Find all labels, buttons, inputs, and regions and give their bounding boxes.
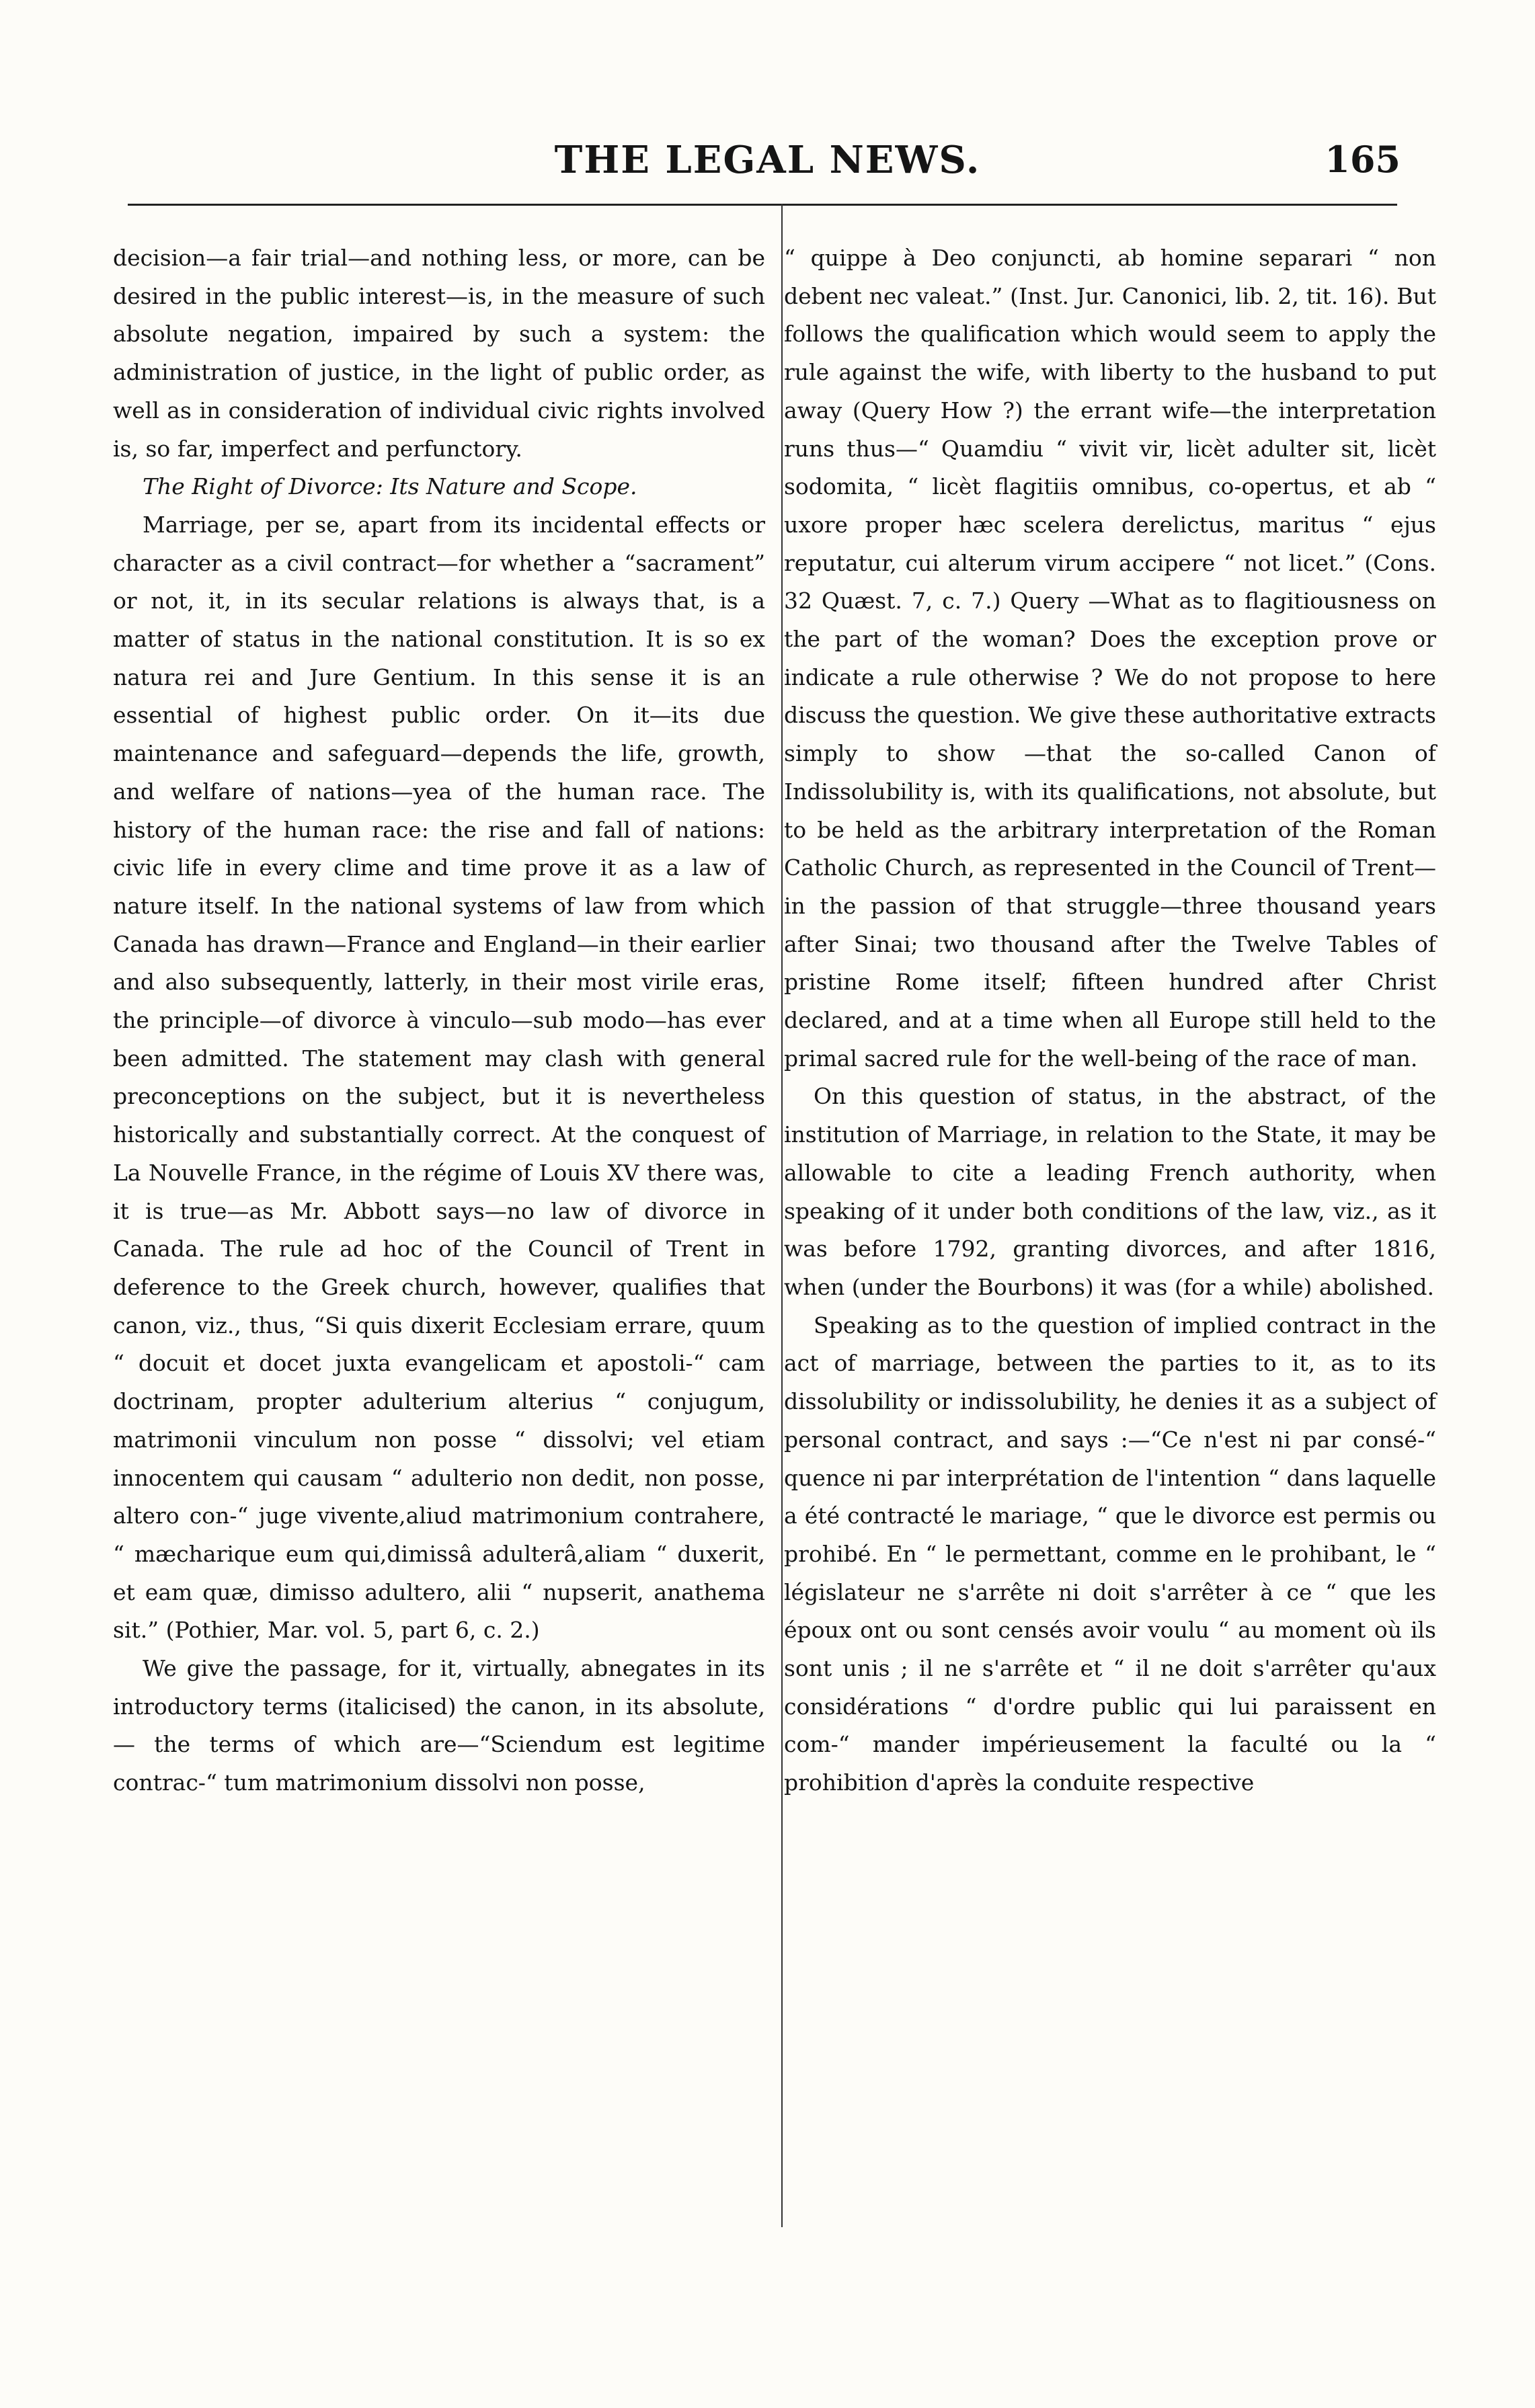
right-paragraph-3: Speaking as to the question of implied contract in the act of marriage, between the parties to it, as to its dissolubility or indissolubility, he denies it as a subject of personal contract, and says :—“Ce n'est ni par consé-“ quence ni par interprétation de l'intention “ dans laquelle a été contracté le mariage, “ que le divorce est permis ou prohibé. En “ le permettant, comme en le prohibant, le “ législateur ne s'arrête ni doit s'arrêter à ce “ que les époux ont ou sont censés avoir voulu “ au moment où ils sont unis ; il ne s'arrête et “ il ne doit s'arrêter qu'aux considérations “ d'ordre public qui lui paraissent en com-“ mander impérieusement la faculté ou la “ prohibition d'après la conduite respective [784,1312,1436,1796]
header-rule [128,204,1397,206]
right-column [784,239,1436,1802]
page-number: 165 [1325,138,1401,181]
column-divider [781,204,783,2227]
right-paragraph-2: On this question of status, in the abstract, of the institution of Marriage, in relation to the State, it may be allowable to cite a leading French authority, when speaking of it under both conditions of the law, viz., as it was before 1792, granting divorces, and after 1816, when (under the Bourbons) it was (for a while) abolished. [784,1083,1436,1300]
left-paragraph-3: We give the passage, for it, virtually, abnegates in its introductory terms (italicised) the canon, in its absolute,— the terms of which are—“Sciendum est legitime contrac-“ tum matrimonium dissolvi non posse, [113,1655,765,1796]
running-head: THE LEGAL NEWS. [554,138,981,182]
section-heading: The Right of Divorce: Its Nature and Scope. [143,473,637,500]
left-paragraph-2: Marriage, per se, apart from its incidental effects or character as a civil contract—for whether a “sacrament” or not, it, in its secular relations is always that, is a matter of status in the national constitution. It is so ex natura rei and Jure Gentium. In this sense it is an essential of highest public order. On it—its due maintenance and safeguard—depends the life, growth, and welfare of nations—yea of the human race. The history of the human race: the rise and fall of nations: civic life in every clime and time prove it as a law of nature itself. In the national systems of law from which Canada has drawn—France and England—in their earlier and also subsequently, latterly, in their most virile eras, the principle—of divorce à vinculo—sub modo—has ever been admitted. The statement may clash with general preconceptions on the subject, but it is nevertheless historically and substantially correct. At the conquest of La Nouvelle France, in the régime of Louis XV there was, it is true—as Mr. Abbott says—no law of divorce in Canada. The rule ad hoc of the Council of Trent in deference to the Greek church, however, qualifies that canon, viz., thus, “Si quis dixerit Ecclesiam errare, quum “ docuit et docet juxta evangelicam et apostoli-“ cam doctrinam, propter adulterium alterius “ conjugum, matrimonii vinculum non posse “ dissolvi; vel etiam innocentem qui causam “ adulterio non dedit, non posse, altero con-“ juge vivente,aliud matrimonium contrahere, “ mæcharique eum qui,dimissâ adulterâ,aliam “ duxerit, et eam quæ, dimisso adultero, alii “ nupserit, anathema sit.” (Pothier, Mar. vol. 5, part 6, c. 2.) [113,511,765,1644]
right-paragraph-1: “ quippe à Deo conjuncti, ab homine separari “ non debent nec valeat.” (Inst. Jur. Canonici, lib. 2, tit. 16). But follows the qualification which would seem to apply the rule against the wife, with liberty to the husband to put away (Query How ?) the errant wife—the interpretation runs thus—“ Quamdiu “ vivit vir, licèt adulter sit, licèt sodomita, “ licèt flagitiis omnibus, co-opertus, et ab “ uxore proper hæc scelera derelictus, maritus “ ejus reputatur, cui alterum virum accipere “ not licet.” (Cons. 32 Quæst. 7, c. 7.) Query —What as to flagitiousness on the part of the woman? Does the exception prove or indicate a rule otherwise ? We do not propose to here discuss the question. We give these authoritative extracts simply to show —that the so-called Canon of Indissolubility is, with its qualifications, not absolute, but to be held as the arbitrary interpretation of the Roman Catholic Church, as represented in the Council of Trent—in the passion of that struggle—three thousand years after Sinai; two thousand after the Twelve Tables of pristine Rome itself; fifteen hundred after Christ declared, and at a time when all Europe still held to the primal sacred rule for the well-being of the race of man. [784,245,1436,1072]
left-paragraph-1: decision—a fair trial—and nothing less, or more, can be desired in the public interest—is, in the measure of such absolute negation, impaired by such a system: the administration of justice, in the light of public order, as well as in consideration of individual civic rights involved is, so far, imperfect and perfunctory. [113,245,765,462]
left-column [113,239,765,1802]
